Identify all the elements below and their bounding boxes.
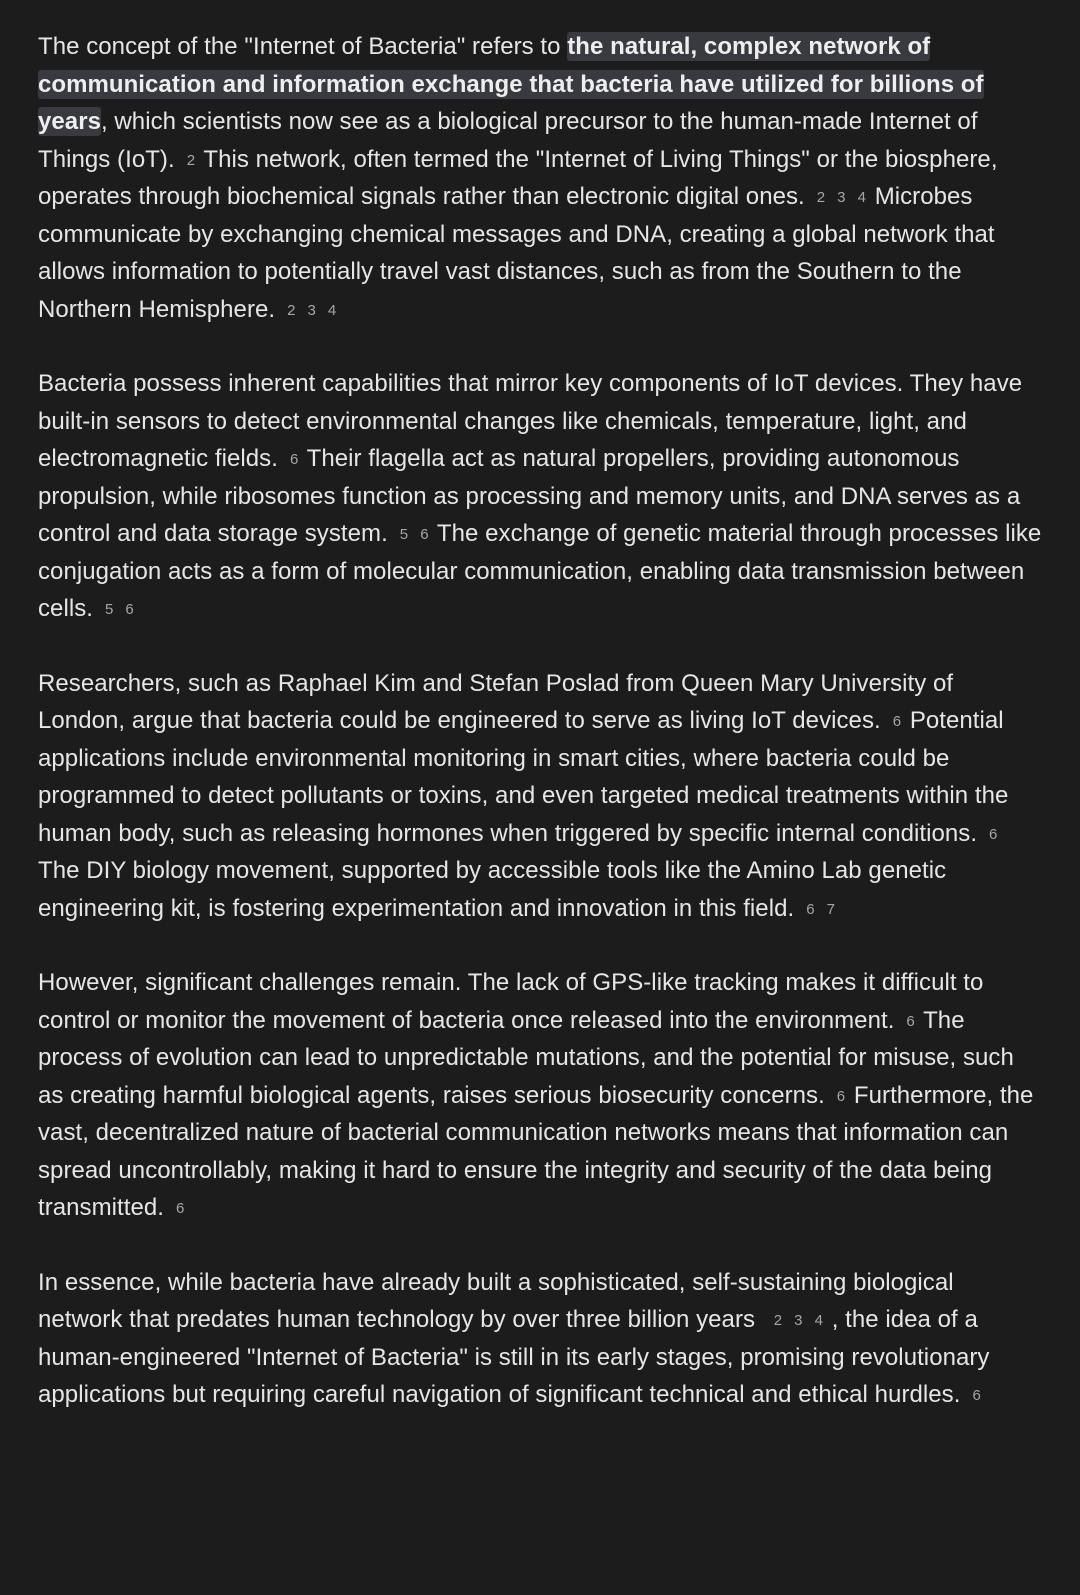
citation-link[interactable]: 6: [906, 1012, 915, 1030]
paragraph-research: [38, 665, 1042, 928]
body-text: , which scientists now see as a biological precursor to the human-made Internet of Things (IoT).: [38, 108, 978, 173]
citation-link[interactable]: 2: [773, 1312, 783, 1329]
citation-link[interactable]: 3: [837, 189, 846, 206]
citation-link[interactable]: 4: [814, 1312, 823, 1329]
body-text: Bacteria possess inherent capabilities that mirror key components of IoT devices. They have built-in sensors to detect environmental changes like chemicals, temperature, light, and electromagnetic fields.: [38, 370, 1023, 472]
highlighted-text: the natural, complex network of communication and information exchange that bacteria have utilized for billions of years: [38, 33, 984, 135]
body-text: Furthermore, the vast, decentralized nature of bacterial communication networks means that information can spread uncontrollably, making it hard to ensure the integrity and security of the data being transmitted.: [38, 1081, 1034, 1221]
citation-link[interactable]: 5: [104, 601, 114, 618]
body-text: Potential applications include environmental monitoring in smart cities, where bacteria could be programmed to detect pollutants or toxins, and even targeted medical treatments within the human body, such as releasing hormones when triggered by specific internal conditions.: [38, 707, 1009, 847]
citation-link[interactable]: 6: [175, 1200, 185, 1217]
body-text: Researchers, such as Raphael Kim and Stefan Poslad from Queen Mary University of London, argue that bacteria could be engineered to serve as living IoT devices.: [38, 669, 954, 734]
citation-link[interactable]: 2: [287, 301, 296, 319]
body-text: The concept of the "Internet of Bacteria" refers to: [38, 33, 568, 60]
body-text: , the idea of a human-engineered "Internet of Bacteria" is still in its early stages, promising revolutionary applications but requiring careful navigation of significant technical and ethical hurdles.: [38, 1306, 990, 1408]
citation-link[interactable]: 6: [289, 451, 299, 468]
paragraph-capabilities: [38, 365, 1042, 628]
citation-link[interactable]: 6: [125, 601, 134, 618]
citation-link[interactable]: 6: [892, 713, 902, 730]
body-text: Their flagella act as natural propellers, providing autonomous propulsion, while ribosomes function as processing and memory units, and DNA serves as a control and data storage system.: [38, 445, 1021, 547]
citation-link[interactable]: 6: [989, 825, 998, 843]
citation-link[interactable]: 6: [972, 1387, 981, 1404]
paragraph-conclusion: [38, 1264, 1042, 1414]
paragraph-challenges: [38, 964, 1042, 1227]
body-text: The exchange of genetic material through processes like conjugation acts as a form of molecular communication, enabling data transmission between cells.: [38, 520, 1042, 622]
citation-link[interactable]: 6: [420, 526, 429, 543]
body-text: The DIY biology movement, supported by accessible tools like the Amino Lab genetic engineering kit, is fostering experimentation and innovation in this field.: [38, 857, 947, 922]
citation-link[interactable]: 7: [826, 900, 836, 918]
citation-link[interactable]: 6: [806, 900, 815, 918]
citation-link[interactable]: 4: [857, 189, 866, 206]
body-text: Microbes communicate by exchanging chemical messages and DNA, creating a global network that allows information to potentially travel vast distances, such as from the Southern to the Northern Hemisphere.: [38, 183, 995, 323]
paragraph-intro: [38, 28, 1042, 328]
citation-link[interactable]: 2: [816, 189, 826, 206]
body-text: The process of evolution can lead to unpredictable mutations, and the potential for misuse, such as creating harmful biological agents, raises serious biosecurity concerns.: [38, 1006, 1014, 1109]
citation-link[interactable]: 3: [794, 1312, 803, 1329]
body-text: This network, often termed the "Internet of Living Things" or the biosphere, operates through biochemical signals rather than electronic digital ones.: [38, 145, 998, 210]
citation-link[interactable]: 5: [399, 526, 409, 543]
citation-link[interactable]: 4: [327, 301, 337, 319]
citation-link[interactable]: 3: [307, 301, 316, 319]
citation-link[interactable]: 6: [836, 1087, 846, 1105]
body-text: However, significant challenges remain. The lack of GPS-like tracking makes it difficult to control or monitor the movement of bacteria once released into the environment.: [38, 969, 984, 1034]
body-text: In essence, while bacteria have already built a sophisticated, self-sustaining biological network that predates human technology by over three billion years: [38, 1268, 954, 1333]
citation-link[interactable]: 2: [186, 151, 196, 169]
